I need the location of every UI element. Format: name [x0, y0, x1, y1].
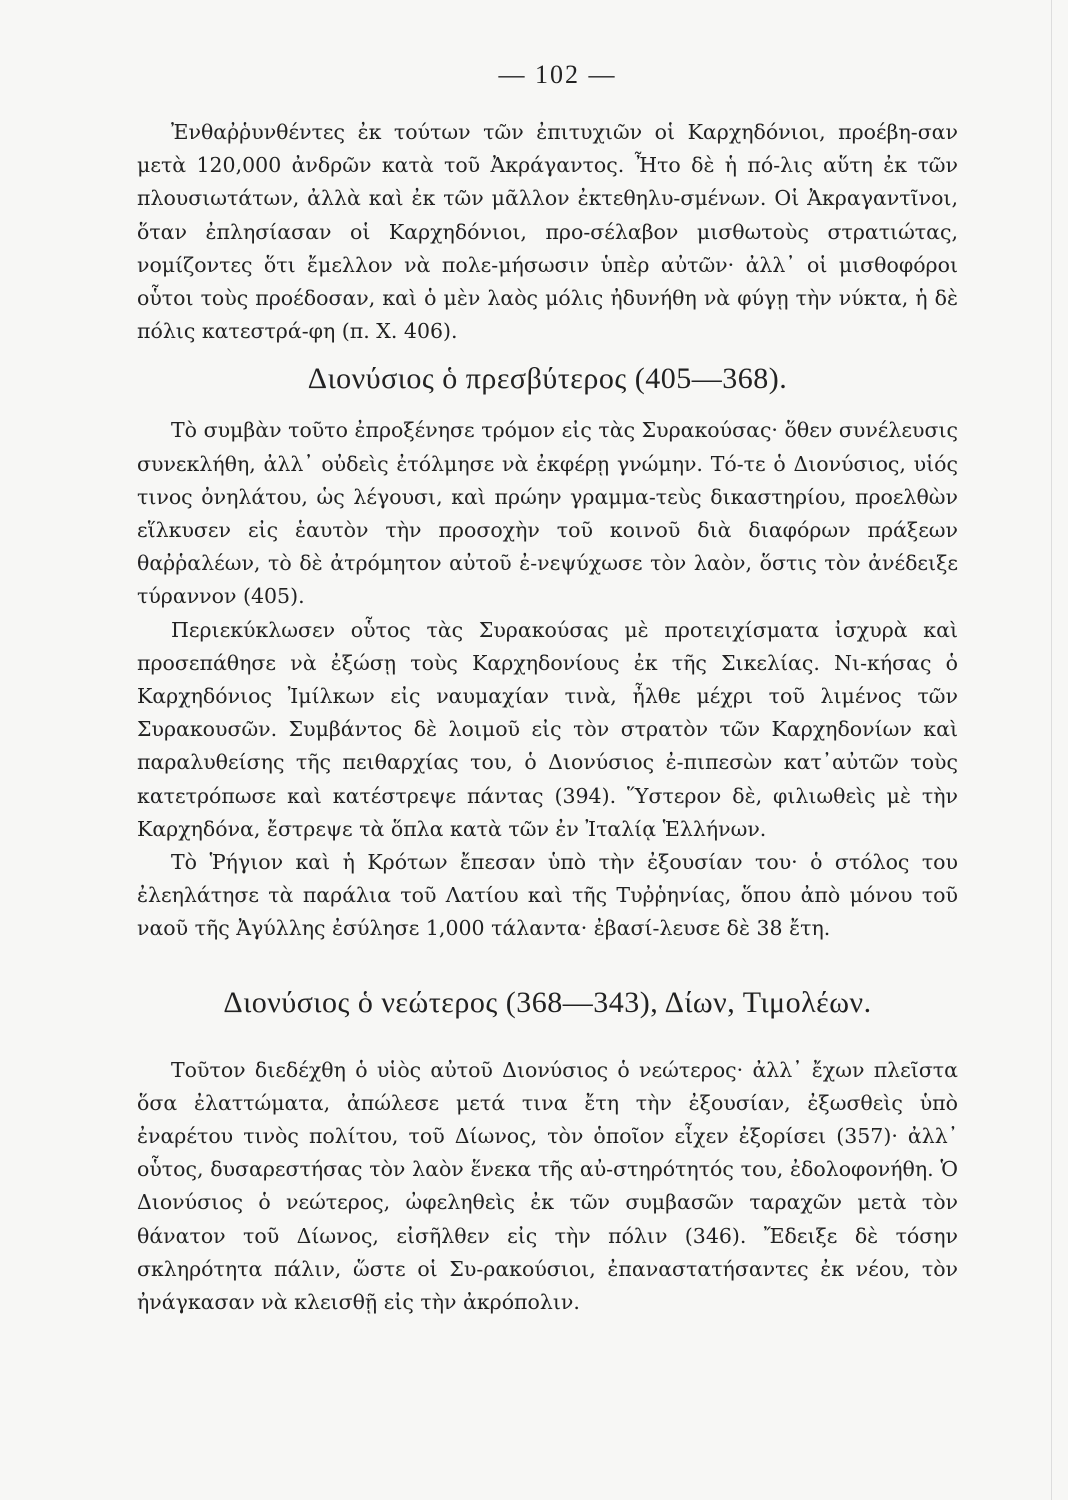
section1-paragraph-3: Τὸ Ῥήγιον καὶ ἡ Κρότων ἔπεσαν ὑπὸ τὴν ἐξουσίαν του· ὁ στόλος του ἐλεηλάτησε τὰ παράλια τοῦ Λατίου καὶ τῆς Τυῤῥηνίας, ὅπου ἀπὸ μόνου τοῦ ναοῦ τῆς Ἀγύλλης ἐσύλησε 1,000 τάλαντα· ἐβασί-λευσε δὲ 38 ἔτη.	[137, 850, 958, 941]
section-heading-dionysius-younger: Διονύσιος ὁ νεώτερος (368—343), Δίων, Τιμολέων.	[223, 985, 872, 1019]
page-edge	[1051, 0, 1052, 1500]
section1-paragraph-1: Τὸ συμβὰν τοῦτο ἐπροξένησε τρόμον εἰς τὰς Συρακούσας· ὅθεν συνέλευσις συνεκλήθη, ἀλλ᾽ οὐδεὶς ἐτόλμησε νὰ ἐκφέρῃ γνώμην. Τό-τε ὁ Διονύσιος, υἱός τινος ὀνηλάτου, ὡς λέγουσι, καὶ πρώην γραμμα-τεὺς δικαστηρίου, προελθὼν εἵλκυσεν εἰς ἑαυτὸν τὴν προσοχὴν τοῦ κοινοῦ διὰ διαφόρων πράξεων θαῤῥαλέων, τὸ δὲ ἀτρόμητον αὐτοῦ ἐ-νεψύχωσε τὸν λαὸν, ὅστις τὸν ἀνέδειξε τύραννον (405).	[137, 418, 958, 609]
section-heading-dionysius-elder: Διονύσιος ὁ πρεσβύτερος (405—368).	[307, 362, 788, 396]
intro-paragraph: Ἐνθαῤῥυνθέντες ἐκ τούτων τῶν ἐπιτυχιῶν οἱ Καρχηδόνιοι, προέβη-σαν μετὰ 120,000 ἀνδρῶν κατὰ τοῦ Ἀκράγαντος. Ἦτο δὲ ἡ πό-λις αὕτη ἐκ τῶν πλουσιωτάτων, ἀλλὰ καὶ ἐκ τῶν μᾶλλον ἐκτεθηλυ-σμένων. Οἱ Ἀκραγαντῖνοι, ὅταν ἐπλησίασαν οἱ Καρχηδόνιοι, προ-σέλαβον μισθωτοὺς στρατιώτας, νομίζοντες ὅτι ἔμελλον νὰ πολε-μήσωσιν ὑπὲρ αὐτῶν· ἀλλ᾽ οἱ μισθοφόροι οὗτοι τοὺς προέδοσαν, καὶ ὁ μὲν λαὸς μόλις ἠδυνήθη νὰ φύγῃ τὴν νύκτα, ἡ δὲ πόλις κατεστρά-φη (π. Χ. 406).	[137, 120, 958, 344]
section2-paragraph-1: Τοῦτον διεδέχθη ὁ υἱὸς αὐτοῦ Διονύσιος ὁ νεώτερος· ἀλλ᾽ ἔχων πλεῖστα ὅσα ἐλαττώματα, ἀπώλεσε μετά τινα ἔτη τὴν ἐξουσίαν, ἐξωσθεὶς ὑπὸ ἐναρέτου τινὸς πολίτου, τοῦ Δίωνος, τὸν ὁποῖον εἶχεν ἐξορίσει (357)· ἀλλ᾽ οὗτος, δυσαρεστήσας τὸν λαὸν ἕνεκα τῆς αὐ-στηρότητός του, ἐδολοφονήθη. Ὁ Διονύσιος ὁ νεώτερος, ὠφεληθεὶς ἐκ τῶν συμβασῶν ταραχῶν μετὰ τὸν θάνατον τοῦ Δίωνος, εἰσῆλθεν εἰς τὴν πόλιν (346). Ἔδειξε δὲ τόσην σκληρότητα πάλιν, ὥστε οἱ Συ-ρακούσιοι, ἐπαναστατήσαντες ἐκ νέου, τὸν ἠνάγκασαν νὰ κλεισθῇ εἰς τὴν ἀκρόπολιν.	[137, 1057, 958, 1315]
page-number: — 102 —	[498, 60, 617, 89]
section1-paragraph-2: Περιεκύκλωσεν οὗτος τὰς Συρακούσας μὲ προτειχίσματα ἰσχυρὰ καὶ προσεπάθησε νὰ ἐξώσῃ τοὺς Καρχηδονίους ἐκ τῆς Σικελίας. Νι-κήσας ὁ Καρχηδόνιος Ἰμίλκων εἰς ναυμαχίαν τινὰ, ἦλθε μέχρι τοῦ λιμένος τῶν Συρακουσῶν. Συμβάντος δὲ λοιμοῦ εἰς τὸν στρατὸν τῶν Καρχηδονίων καὶ παραλυθείσης τῆς πειθαρχίας του, ὁ Διονύσιος ἐ-πιπεσὼν κατ᾽αὐτῶν τοὺς κατετρόπωσε καὶ κατέστρεψε πάντας (394). Ὕστερον δὲ, φιλιωθεὶς μὲ τὴν Καρχηδόνα, ἔστρεψε τὰ ὅπλα κατὰ τῶν ἐν Ἰταλίᾳ Ἑλλήνων.	[137, 617, 958, 841]
